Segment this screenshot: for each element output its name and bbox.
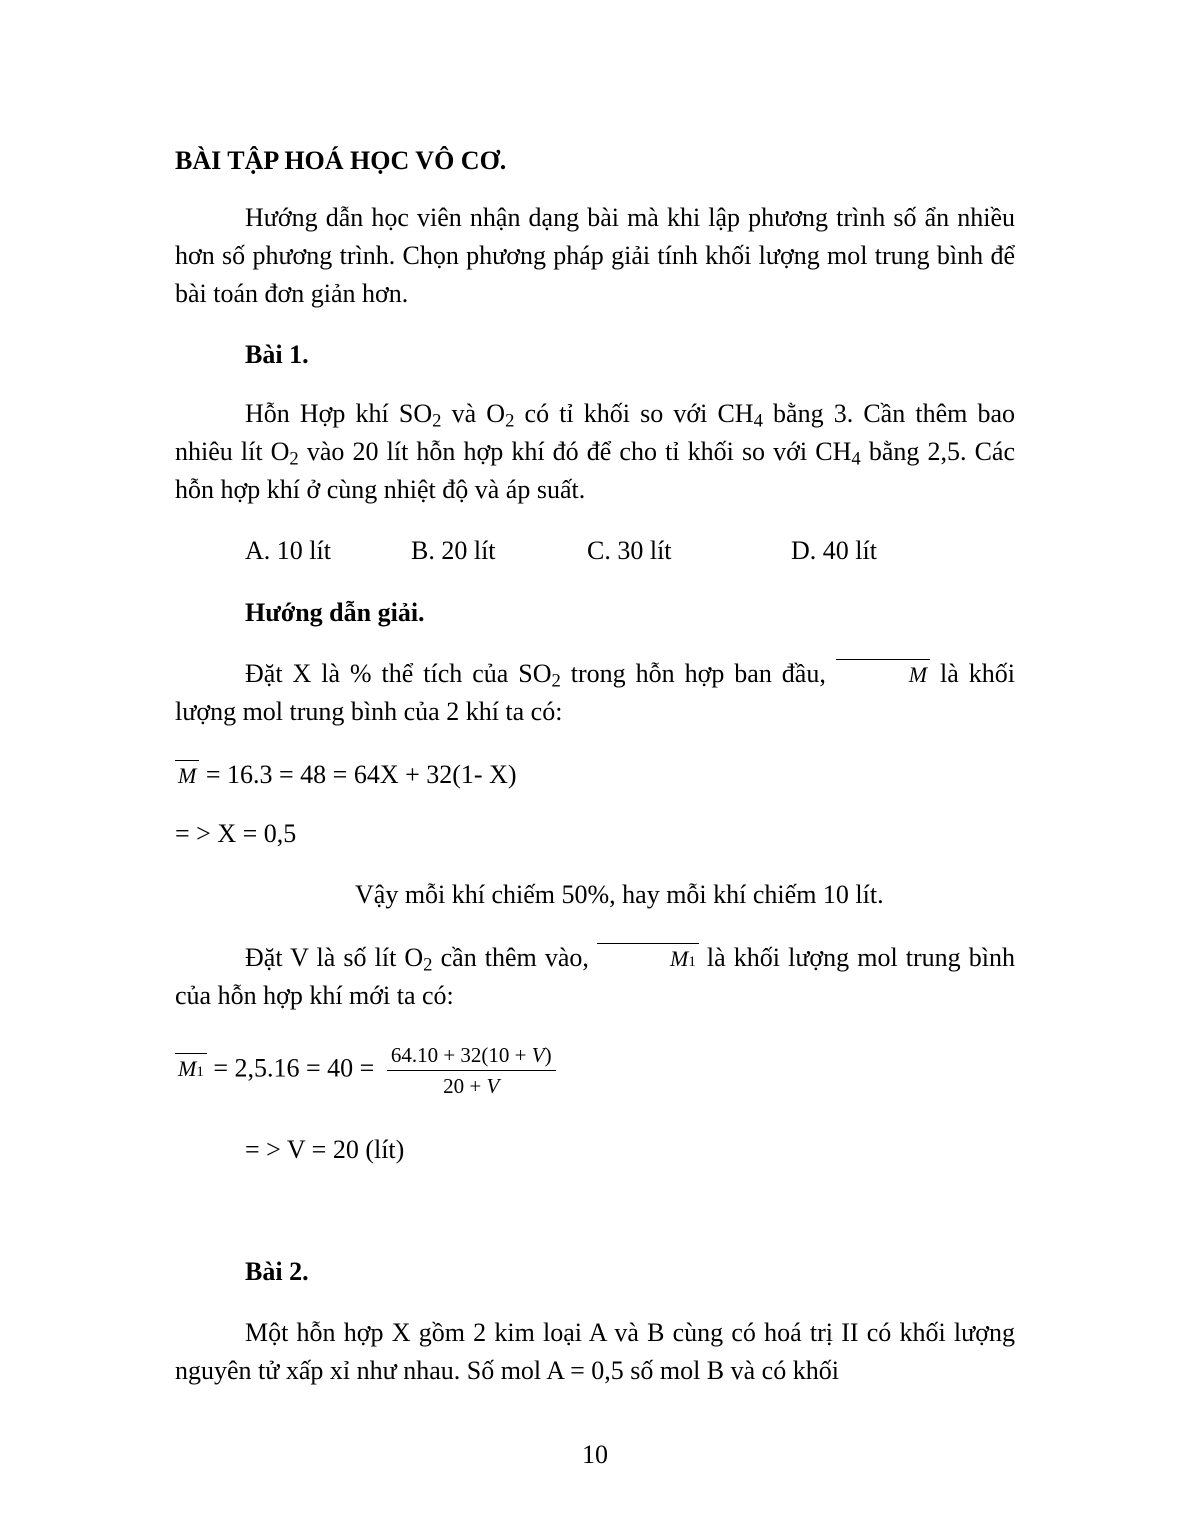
bai2-question: Một hỗn hợp X gồm 2 kim loại A và B cùng có hoá trị II có khối lượng nguyên tử xấp xỉ như nhau. Số mol A = 0,5 số mol B và có khối <box>175 1318 1015 1385</box>
mean-mass-1-symbol: M1 <box>175 1058 207 1083</box>
fraction-denominator: 20 + V <box>443 1074 500 1098</box>
choice-c: C. 30 lít <box>587 536 672 565</box>
page-heading: BÀI TẬP HOÁ HỌC VÔ CƠ. <box>175 146 507 175</box>
bai1-choices <box>245 532 1015 570</box>
fraction-numerator: 64.10 + 32(10 + V) <box>387 1043 556 1071</box>
bai1-question: Hỗn Hợp khí $SO_2$ và $O_2$ có tỉ khối so với $CH_4$ bằng 3. Cần thêm bao nhiêu lít $O_2$ vào 20 lít hỗn hợp khí đó để cho tỉ khối so với $CH_4$ bằng 2,5. Các hỗn hợp khí ở cùng nhiệt độ và áp suất. <box>175 399 1015 504</box>
choice-d: D. 40 lít <box>791 536 877 565</box>
mean-mass-symbol: M <box>836 664 930 686</box>
choice-b: B. 20 lít <box>411 536 496 565</box>
choice-a: A. 10 lít <box>245 536 331 565</box>
intro-paragraph: Hướng dẫn học viên nhận dạng bài mà khi lập phương trình số ẩn nhiều hơn số phương trình. Chọn phương pháp giải tính khối lượng mol trung bình để bài toán đơn giản hơn. <box>175 203 1015 308</box>
equation-4: = > V = 20 (lít) <box>245 1135 405 1164</box>
equation-3: M1 = 2,5.16 = 40 = $\frac{64.10 + 32(10 + V)}{20 + V}$ <box>175 1043 1015 1098</box>
solution-step2: Đặt V là số lít $O_2$ cần thêm vào, M1 là khối lượng mol trung bình của hỗn hợp khí mới ta có: <box>175 943 1015 1010</box>
fraction <box>387 1043 556 1098</box>
mean-mass-1-symbol: M1 <box>597 948 699 973</box>
bai1-title: Bài 1. <box>245 340 309 369</box>
solution-step1: Đặt X là % thể tích của $SO_2$ trong hỗn hợp ban đầu, M là khối lượng mol trung bình của 2 khí ta có: <box>175 659 1016 726</box>
bai2-title: Bài 2. <box>245 1257 309 1286</box>
conclusion-line: Vậy mỗi khí chiếm 50%, hay mỗi khí chiếm 10 lít. <box>355 880 884 909</box>
mean-mass-symbol: M <box>175 765 199 787</box>
guide-title: Hướng dẫn giải. <box>245 598 425 627</box>
equation-1: M = 16.3 = 48 = 64X + 32(1- X) <box>175 756 1015 794</box>
equation-2: = > X = 0,5 <box>175 819 297 848</box>
page-number: 10 <box>582 1440 608 1469</box>
